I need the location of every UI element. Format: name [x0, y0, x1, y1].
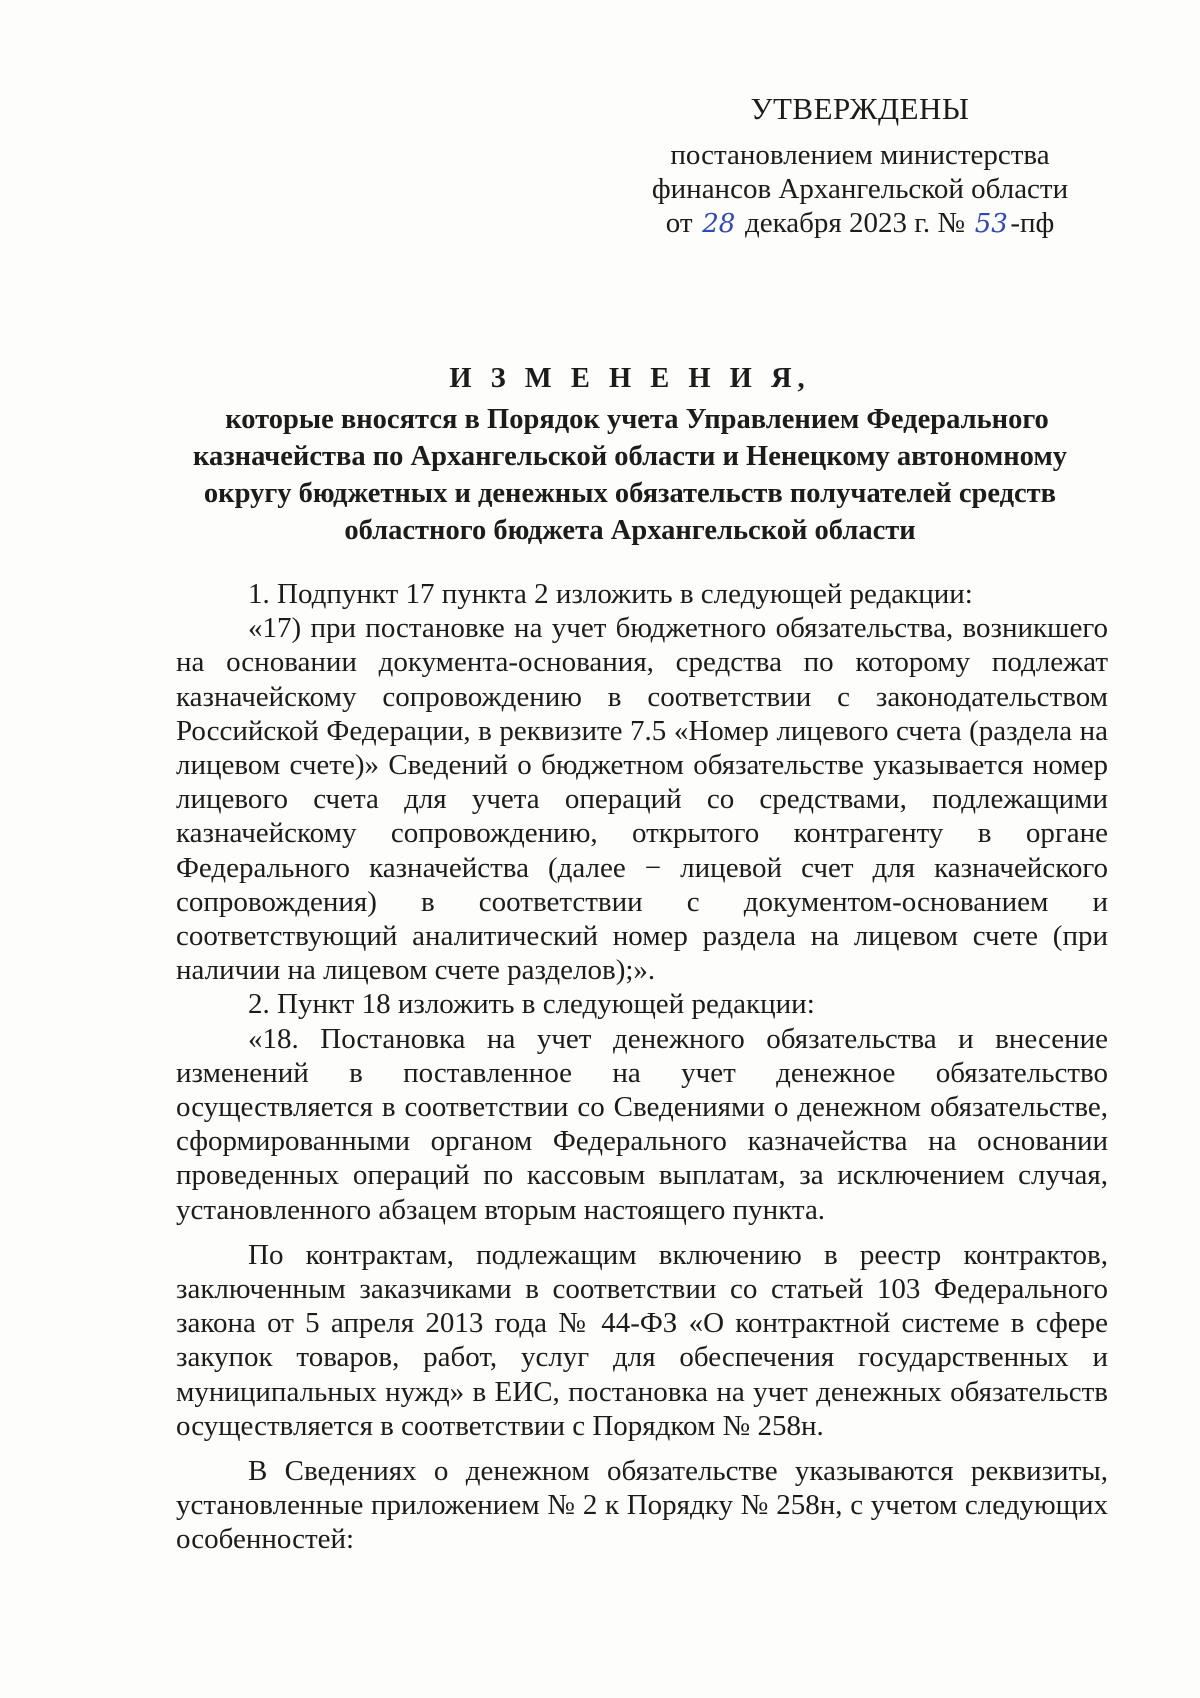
date-prefix: от	[665, 207, 693, 239]
paragraph: «18. Постановка на учет денежного обязательства и внесение изменений в поставленное на учет денежное обязательство осуществляется в соответствии со Сведениями о денежном обязательстве, сформированными органом Федерального казначейства на основании проведенных операций по кассовым выплатам, за исключением случая, установленного абзацем вторым настоящего пункта.	[176, 1022, 1108, 1226]
heading-line-3: округу бюджетных и денежных обязательств получателей средств	[203, 478, 1057, 509]
handwritten-doc-number: 53	[974, 209, 1008, 239]
approval-title: УТВЕРЖДЕНЫ	[750, 91, 970, 126]
paragraph: 2. Пункт 18 изложить в следующей редакции:	[248, 988, 815, 1021]
document-body	[176, 577, 1108, 1557]
paragraph: 1. Подпункт 17 пункта 2 изложить в следующей редакции:	[248, 578, 973, 610]
paragraph: В Сведениях о денежном обязательстве указываются реквизиты, установленные приложением № 2 к Порядку № 258н, с учетом следующих особенностей:	[176, 1455, 1108, 1556]
heading-line-4: областного бюджета Архангельской области	[344, 515, 916, 546]
doc-suffix: -пф	[1010, 207, 1055, 239]
heading-line-1: которые вносятся в Порядок учета Управлением Федерального	[225, 404, 1049, 435]
handwritten-day: 28	[702, 209, 736, 239]
date-month-year: декабря 2023 г. №	[745, 207, 966, 239]
paragraph: По контрактам, подлежащим включению в реестр контрактов, заключенным заказчиками в соответствии со статьей 103 Федерального закона от 5 апреля 2013 года № 44-ФЗ «О контрактной системе в сфере закупок товаров, работ, услуг для обеспечения государственных и муниципальных нужд» в ЕИС, постановка на учет денежных обязательств осуществляется в соответствии с Порядком № 258н.	[176, 1238, 1108, 1442]
approval-block	[640, 92, 1080, 242]
heading-line-2: казначейства по Архангельской области и Ненецкому автономному	[192, 441, 1068, 472]
approval-line-1: постановлением министерства	[670, 139, 1050, 171]
paragraph: «17) при постановке на учет бюджетного обязательства, возникшего на основании документа-основания, средства по которому подлежат казначейскому сопровождению в соответствии с законодательством Российской Федерации, в реквизите 7.5 «Номер лицевого счета (раздела на лицевом счете)» Сведений о бюджетном обязательстве указывается номер лицевого счета для учета операций со средствами, подлежащими казначейскому сопровождению, открытого контрагенту в органе Федерального казначейства (далее − лицевой счет для казначейского сопровождения) в соответствии с документом-основанием и соответствующий аналитический номер раздела на лицевом счете (при наличии на лицевом счете разделов);».	[176, 612, 1108, 987]
approval-line-2: финансов Архангельской области	[651, 173, 1069, 205]
approval-date-line	[640, 206, 1080, 242]
document-heading	[190, 360, 1070, 549]
heading-word: И З М Е Н Е Н И Я,	[449, 363, 811, 394]
